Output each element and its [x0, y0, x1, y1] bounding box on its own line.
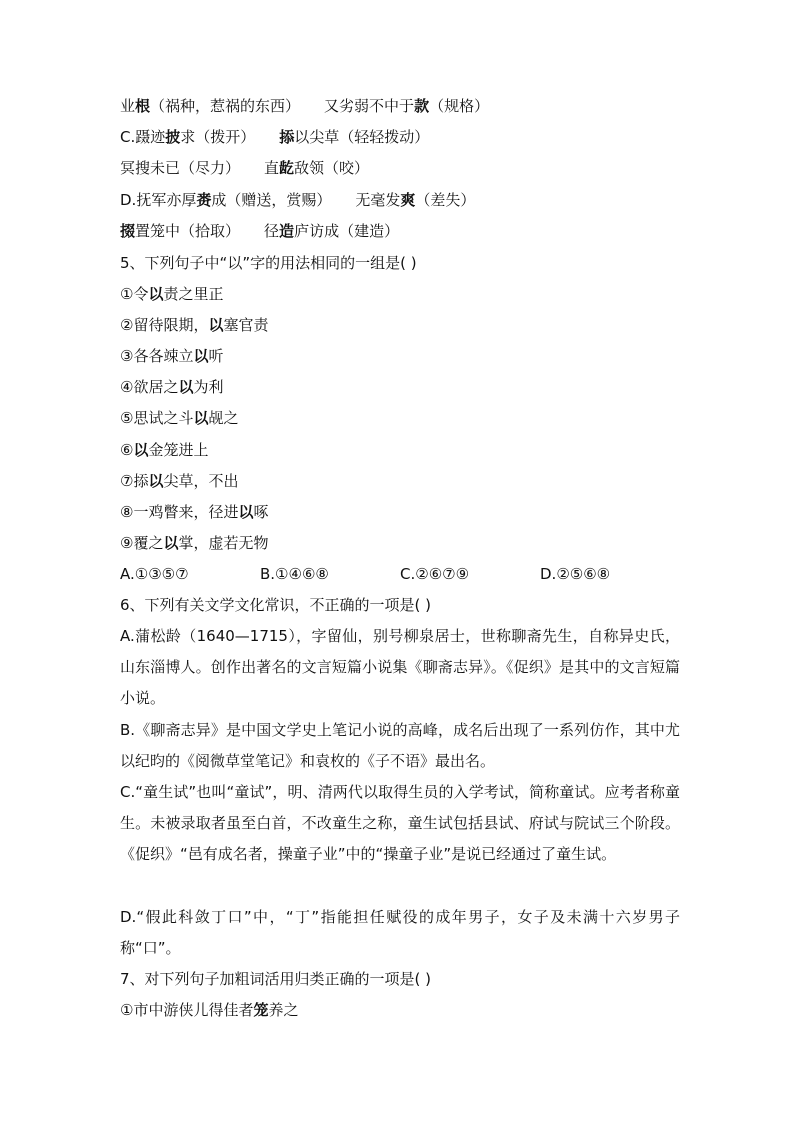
q5-option-c: C.②⑥⑦⑨: [400, 565, 470, 583]
q5-sentence-3: ③各各竦立以听: [120, 347, 224, 365]
q4-option-c-line-2: 冥搜未已（尽力） 直龁敌领（咬）: [120, 159, 370, 177]
q5-sentence-6: ⑥以金笼进上: [120, 441, 209, 459]
q6-option-c: C.“童生试”也叫“童试”，明、清两代以取得生员的入学考试，简称童试。应考者称童生。未被录取者虽至白首，不改童生之称，童生试包括县试、府试与院试三个阶段。《促织》“邑有成名者，操童子业”中的“操童子业”是说已经通过了童生试。: [120, 783, 680, 863]
q5-sentence-7: ⑦掭以尖草，不出: [120, 472, 239, 490]
q6-option-a: A.蒲松龄（1640—1715），字留仙，别号柳泉居士，世称聊斋先生，自称异史氏，山东淄博人。创作出著名的文言短篇小说集《聊斋志异》。《促织》是其中的文言短篇小说。: [120, 627, 680, 707]
q4-option-c-line-1: C.蹑迹披求（拨开） 掭以尖草（轻轻拨动）: [120, 128, 430, 146]
q6-option-d: D.“假此科敛丁口”中，“丁”指能担任赋役的成年男子，女子及未满十六岁男子称“口”。: [120, 908, 680, 957]
q4-line-1: 业根（祸种，惹祸的东西） 又劣弱不中于款（规格）: [120, 97, 490, 115]
q5-sentence-5: ⑤思试之斗以觇之: [120, 409, 239, 427]
q7-stem: 7、对下列句子加粗词活用归类正确的一项是( ): [120, 970, 432, 988]
q5-stem: 5、下列句子中“以”字的用法相同的一组是( ): [120, 254, 417, 272]
q5-sentence-2: ②留待限期，以塞官责: [120, 316, 269, 334]
q5-sentence-8: ⑧一鸡瞥来，径进以啄: [120, 503, 269, 521]
q5-option-b: B.①④⑥⑧: [260, 565, 329, 583]
q4-option-d-line-2: 掇置笼中（拾取） 径造庐访成（建造）: [120, 222, 400, 240]
q5-option-a: A.①③⑤⑦: [120, 565, 189, 583]
q5-sentence-4: ④欲居之以为利: [120, 378, 224, 396]
q5-option-d: D.②⑤⑥⑧: [540, 565, 611, 583]
q7-item-1: ①市中游侠儿得佳者笼养之: [120, 1001, 299, 1019]
q5-sentence-1: ①令以责之里正: [120, 285, 224, 303]
q5-options: [120, 564, 610, 584]
q6-stem: 6、下列有关文学文化常识，不正确的一项是( ): [120, 596, 432, 614]
q6-option-b: B.《聊斋志异》是中国文学史上笔记小说的高峰，成名后出现了一系列仿作，其中尤以纪昀的《阅微草堂笔记》和袁枚的《子不语》最出名。: [120, 721, 680, 770]
q4-option-d-line-1: D.抚军亦厚赉成（赠送，赏赐） 无毫发爽（差失）: [120, 191, 476, 209]
q5-sentence-9: ⑨覆之以掌，虚若无物: [120, 534, 269, 552]
